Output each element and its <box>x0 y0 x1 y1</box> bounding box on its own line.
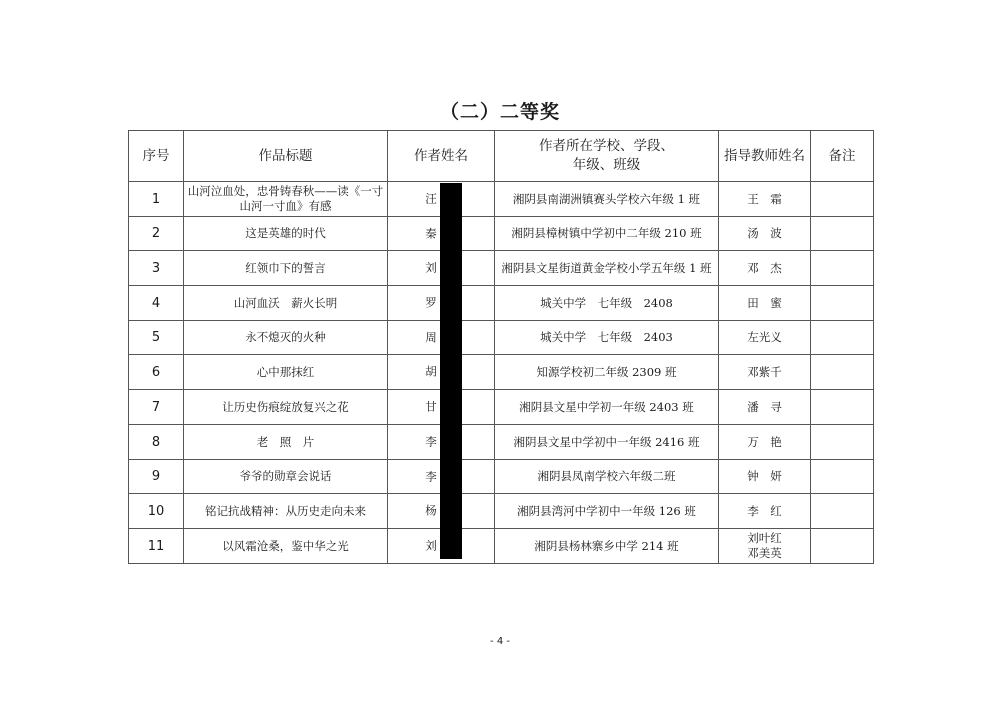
row-work-title: 这是英雄的时代 <box>184 217 388 251</box>
author-surname: 李 <box>425 469 437 483</box>
row-work-title: 让历史伤痕绽放复兴之花 <box>184 390 388 425</box>
header-school-text: 作者所在学校、学段、年级、班级 <box>539 138 674 173</box>
row-no: 8 <box>129 425 184 460</box>
row-school: 湘阴县文星中学初中一年级 2416 班 <box>495 425 719 460</box>
table-row <box>129 494 874 529</box>
section-title: （二）二等奖 <box>439 101 560 123</box>
row-school: 湘阴县杨林寨乡中学 214 班 <box>495 529 719 564</box>
row-remarks <box>811 494 874 529</box>
row-remarks <box>811 390 874 425</box>
author-surname: 秦 <box>425 226 437 240</box>
row-remarks <box>811 425 874 460</box>
table-row <box>129 321 874 355</box>
row-school: 湘阴县文星街道黄金学校小学五年级 1 班 <box>495 251 719 286</box>
row-teacher: 汤 波 <box>719 217 811 251</box>
row-remarks <box>811 460 874 494</box>
row-remarks <box>811 321 874 355</box>
table-header-row <box>129 131 874 182</box>
row-school: 湘阴县南湖洲镇赛头学校六年级 1 班 <box>495 182 719 217</box>
row-work-title: 爷爷的勋章会说话 <box>184 460 388 494</box>
author-surname: 罗 <box>425 295 437 310</box>
row-no: 6 <box>129 355 184 390</box>
row-work-title: 山河血沃 薪火长明 <box>184 286 388 321</box>
author-surname: 刘 <box>425 260 437 275</box>
row-work-title: 心中那抹红 <box>184 355 388 390</box>
row-no: 9 <box>129 460 184 494</box>
row-teacher: 万 艳 <box>719 425 811 460</box>
row-no: 3 <box>129 251 184 286</box>
row-school: 城关中学 七年级 2408 <box>495 286 719 321</box>
redaction-bar <box>440 183 462 559</box>
row-school: 知源学校初二年级 2309 班 <box>495 355 719 390</box>
author-surname: 甘 <box>425 399 437 414</box>
page-number: - 4 - <box>490 636 510 647</box>
row-no: 5 <box>129 321 184 355</box>
table-row <box>129 390 874 425</box>
row-remarks <box>811 217 874 251</box>
row-work-title: 以风霜沧桑，鉴中华之光 <box>184 529 388 564</box>
row-school: 湘阴县文星中学初一年级 2403 班 <box>495 390 719 425</box>
author-surname: 周 <box>425 330 437 344</box>
header-remarks: 备注 <box>811 131 874 182</box>
author-surname: 胡 <box>425 364 437 379</box>
row-teacher: 王 霜 <box>719 182 811 217</box>
header-author: 作者姓名 <box>388 131 495 182</box>
row-no: 10 <box>129 494 184 529</box>
table-row <box>129 286 874 321</box>
row-no: 2 <box>129 217 184 251</box>
row-school: 湘阴县樟树镇中学初中二年级 210 班 <box>495 217 719 251</box>
table-row <box>129 460 874 494</box>
row-remarks <box>811 251 874 286</box>
author-surname: 汪 <box>425 191 437 206</box>
header-work-title: 作品标题 <box>184 131 388 182</box>
awards-table <box>128 130 874 564</box>
header-school <box>495 131 719 182</box>
row-teacher: 钟 妍 <box>719 460 811 494</box>
row-school: 湘阴县湾河中学初中一年级 126 班 <box>495 494 719 529</box>
header-no: 序号 <box>129 131 184 182</box>
row-remarks <box>811 182 874 217</box>
row-teacher: 潘 寻 <box>719 390 811 425</box>
row-no: 11 <box>129 529 184 564</box>
row-work-title: 铭记抗战精神：从历史走向未来 <box>184 494 388 529</box>
table-row <box>129 529 874 564</box>
row-no: 1 <box>129 182 184 217</box>
row-teacher: 邓紫千 <box>719 355 811 390</box>
row-school: 湘阴县凤南学校六年级二班 <box>495 460 719 494</box>
row-work-title: 红领巾下的誓言 <box>184 251 388 286</box>
header-teacher: 指导教师姓名 <box>719 131 811 182</box>
author-surname: 刘 <box>425 538 437 553</box>
row-work-title: 山河泣血处，忠骨铸春秋——读《一寸山河一寸血》有感 <box>184 182 388 217</box>
row-teacher: 田 蜜 <box>719 286 811 321</box>
table-row <box>129 425 874 460</box>
row-work-title: 永不熄灭的火种 <box>184 321 388 355</box>
row-no: 4 <box>129 286 184 321</box>
row-school: 城关中学 七年级 2403 <box>495 321 719 355</box>
row-teacher: 刘叶红 邓美英 <box>719 529 811 564</box>
table-row <box>129 217 874 251</box>
row-no: 7 <box>129 390 184 425</box>
row-teacher: 左光义 <box>719 321 811 355</box>
table-row <box>129 355 874 390</box>
row-teacher: 邓 杰 <box>719 251 811 286</box>
table-row <box>129 182 874 217</box>
author-surname: 李 <box>425 434 437 449</box>
table-row <box>129 251 874 286</box>
row-remarks <box>811 286 874 321</box>
author-surname: 杨 <box>425 503 437 518</box>
row-work-title: 老 照 片 <box>184 425 388 460</box>
row-remarks <box>811 355 874 390</box>
row-teacher: 李 红 <box>719 494 811 529</box>
row-remarks <box>811 529 874 564</box>
